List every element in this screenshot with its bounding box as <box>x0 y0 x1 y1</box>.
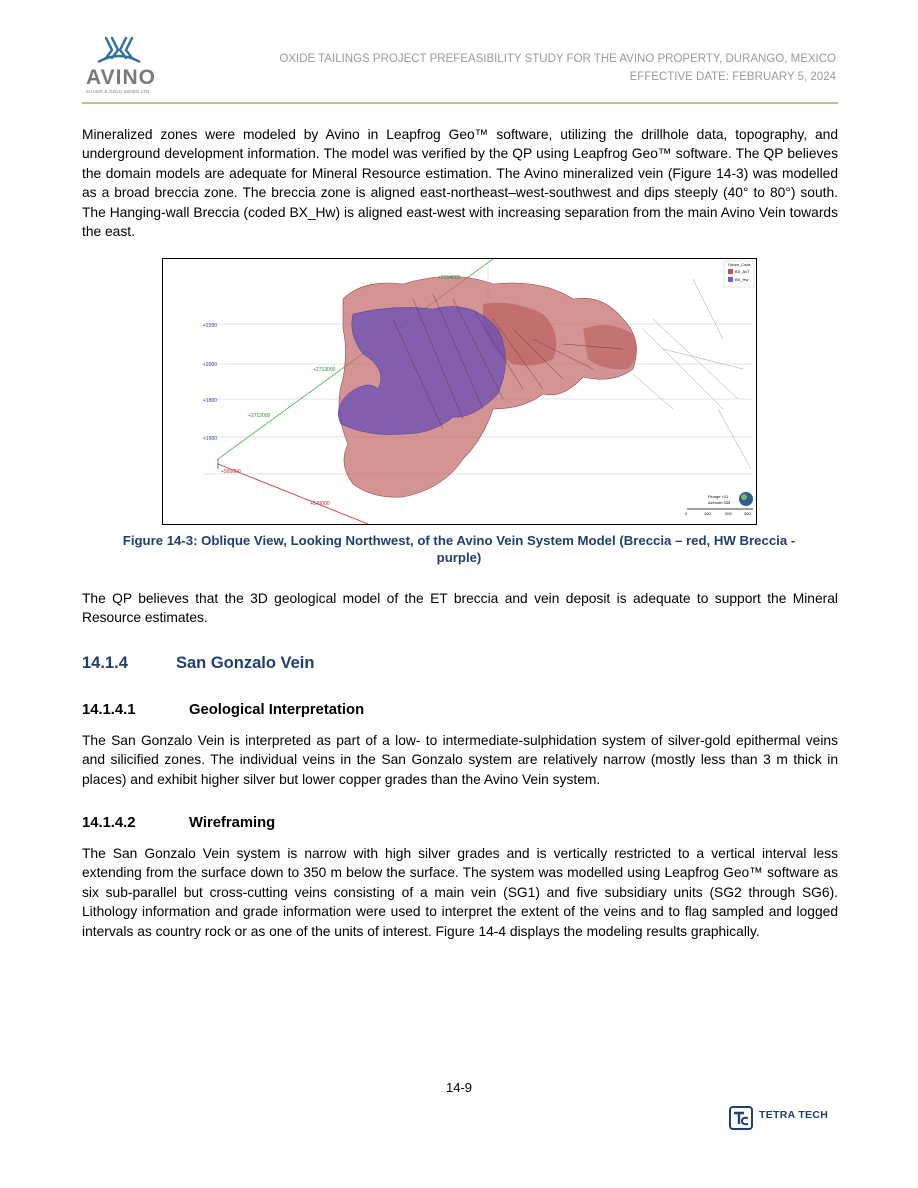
body-paragraph-2: The QP believes that the 3D geological model of the ET breccia and vein deposit is adequate to support the Mineral Resource estimates. <box>82 591 838 626</box>
scale-tick: 200 <box>725 511 732 516</box>
section-heading-14-1-4 <box>82 654 315 673</box>
header-date: EFFECTIVE DATE: FEBRUARY 5, 2024 <box>629 71 836 83</box>
azimuth-label: Azimuth 335 <box>708 500 731 505</box>
grid-label: +565000 <box>221 469 241 475</box>
grid-label: +570000 <box>310 501 330 507</box>
subsection-number: 14.1.4.1 <box>82 702 136 718</box>
grid-label: +2712000 <box>248 413 271 419</box>
tetra-tech-logo-icon <box>729 1106 753 1130</box>
subsection-heading-14-1-4-1 <box>82 702 365 718</box>
legend-title: Geom_Code <box>728 262 751 267</box>
page-number: 14-9 <box>445 1080 473 1095</box>
subsection-title: Geological Interpretation <box>189 702 365 718</box>
company-name: TETRA TECH <box>759 1109 829 1121</box>
axis-label: +1600 <box>203 436 218 442</box>
section-title: San Gonzalo Vein <box>176 654 315 672</box>
section-number: 14.1.4 <box>82 654 128 672</box>
plunge-label: Plunge +21 <box>708 494 729 499</box>
vein-model-image <box>163 259 756 524</box>
legend-item-hw-breccia: BX_Hw <box>735 277 749 282</box>
figure-legend <box>724 261 754 287</box>
grid-label: +2713000 <box>313 367 336 373</box>
body-paragraph-1: Mineralized zones were modeled by Avino in Leapfrog Geo™ software, utilizing the drillhole data, topography, and underground development information. The model was verified by the QP using Leapfrog Geo™ software. The QP believes the domain models are adequate for Mineral Resource estimation. The Avino mineralized vein (Figure 14-3) was modelled as a broad breccia zone. The breccia zone is aligned east-northeast–west-southwest and dips steeply (40° to 80°) south. The Hanging-wall Breccia (coded BX_Hw) is aligned east-west with increasing separation from the main Avino Vein towards the east. <box>82 127 838 240</box>
body-paragraph-3: The San Gonzalo Vein is interpreted as part of a low- to intermediate-sulphidation system of silver-gold epithermal veins and silicified zones. The individual veins in the San Gonzalo system are relatively narrow (mostly less than 3 m thick in places) and exhibit higher silver but lower copper grades than the Avino Vein system. <box>82 733 838 787</box>
logo-subtext: SILVER & GOLD MINES LTD. <box>86 89 151 94</box>
subsection-title: Wireframing <box>189 815 276 831</box>
scale-tick: 300 <box>744 511 751 516</box>
figure-caption: Figure 14-3: Oblique View, Looking Northwest, of the Avino Vein System Model (Breccia – red, HW Breccia - purple) <box>122 533 796 565</box>
legend-item-breccia: BX_AvT <box>735 269 750 274</box>
subsection-number: 14.1.4.2 <box>82 815 136 831</box>
grid-label: +2714000 <box>438 275 461 281</box>
axis-label: +1800 <box>203 398 218 404</box>
subsection-heading-14-1-4-2 <box>82 815 276 831</box>
header-divider <box>82 102 838 104</box>
scale-tick: 100 <box>704 511 711 516</box>
logo-wordmark: AVINO <box>86 66 156 89</box>
axis-label: +2200 <box>203 323 218 329</box>
axis-label: +2000 <box>203 362 218 368</box>
header-title: OXIDE TAILINGS PROJECT PREFEASIBILITY STUDY FOR THE AVINO PROPERTY, DURANGO, MEXICO <box>279 53 836 65</box>
figure-14-3 <box>162 258 757 525</box>
body-paragraph-4: The San Gonzalo Vein system is narrow with high silver grades and is vertically restricted to a vertical interval less extending from the surface down to 350 m below the surface. The system was modelled using Leapfrog Geo™ software as six sub-parallel but cross-cutting veins consisting of a main vein (SG1) and five subsidiary units (SG2 through SG6). Lithology information and grade information were used to interpret the extent of the veins and to flag sampled and logged intervals as country rock or as one of the units of interest. Figure 14-4 displays the modeling results graphically. <box>82 846 838 939</box>
scale-tick: 0 <box>685 511 688 516</box>
